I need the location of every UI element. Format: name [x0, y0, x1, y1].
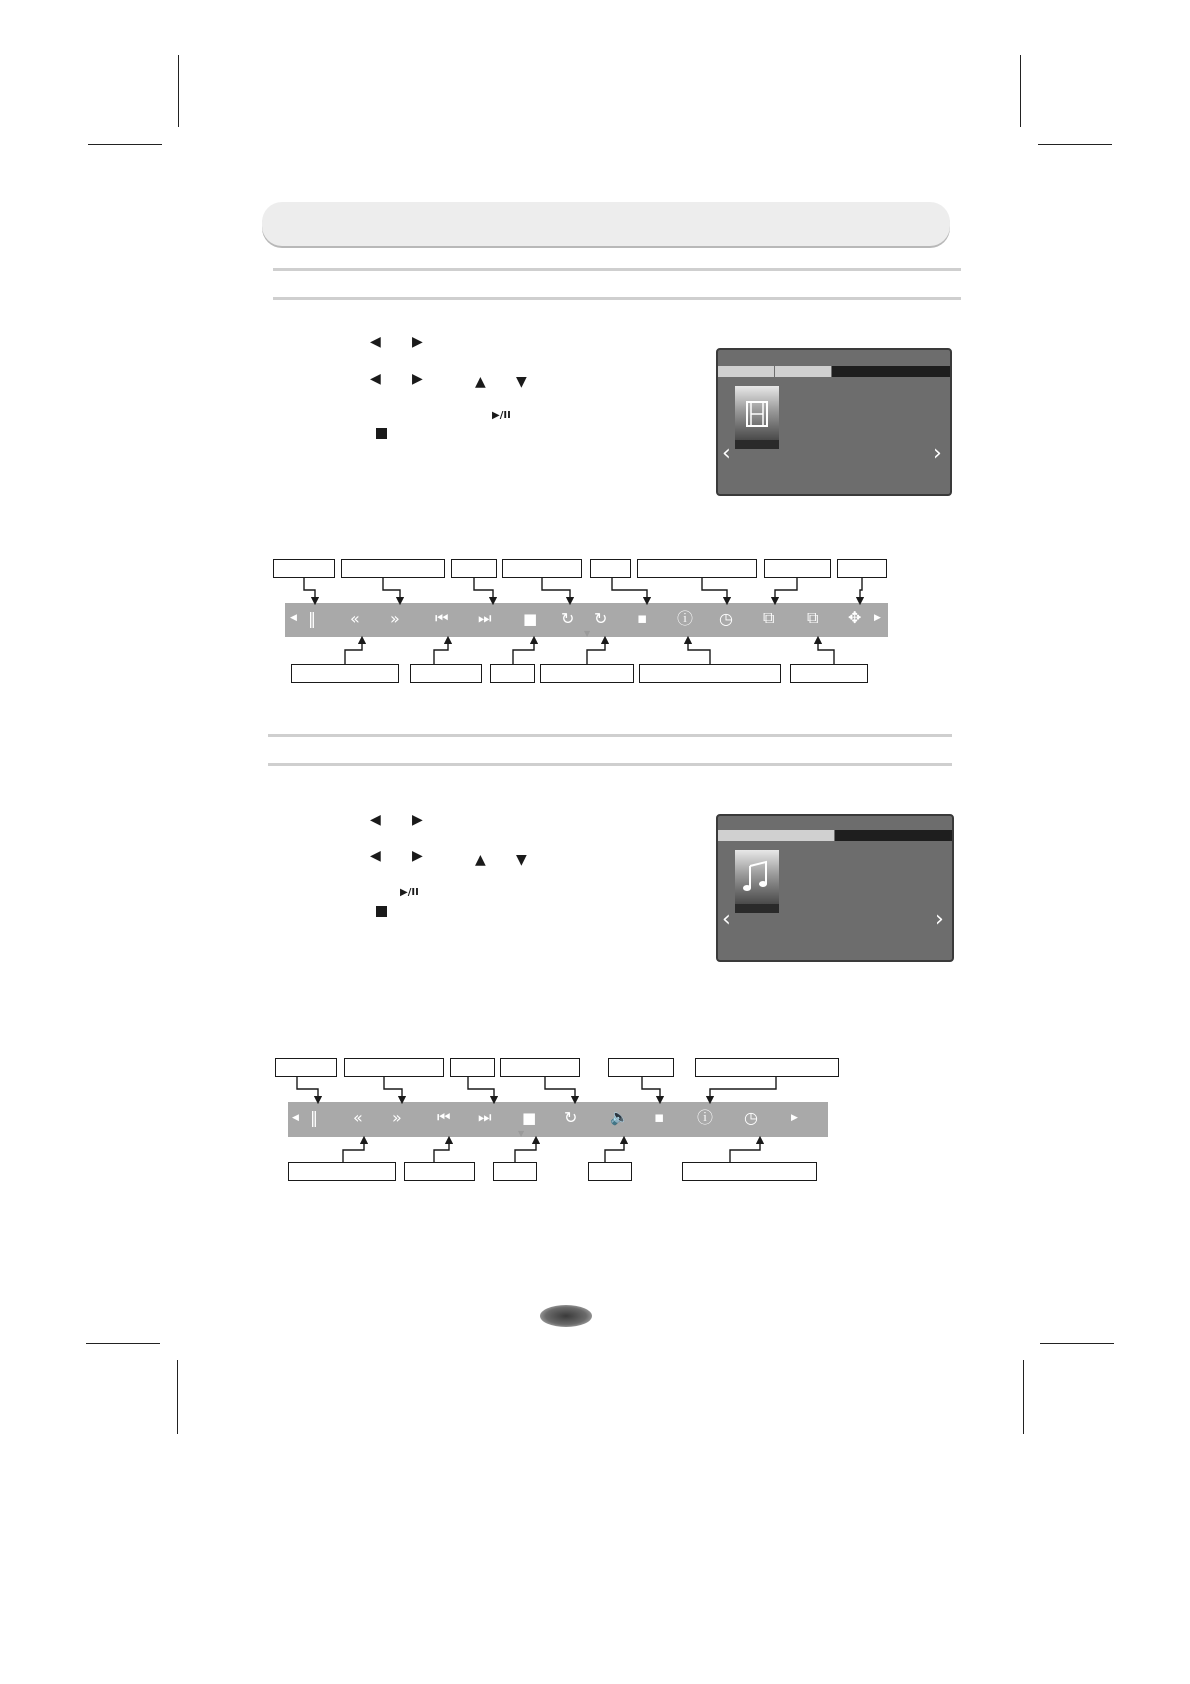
chevron-left-icon[interactable]: ‹: [722, 907, 731, 932]
selection-indicator-icon: ▼: [584, 629, 591, 638]
stop-icon[interactable]: ■: [522, 1109, 537, 1127]
page-number-badge: [540, 1305, 592, 1327]
down-arrow-icon: ▼: [516, 852, 527, 868]
playlist-icon[interactable]: ▪: [654, 1108, 665, 1126]
playlist-icon[interactable]: ▪: [637, 609, 648, 627]
up-arrow-icon: ▲: [475, 374, 486, 390]
rewind-icon[interactable]: «: [350, 609, 360, 628]
repeat-ab-icon[interactable]: ↻: [594, 609, 608, 628]
previous-icon[interactable]: ⏮: [437, 1108, 451, 1126]
selection-indicator-icon: ▼: [518, 1129, 525, 1138]
up-arrow-icon: ▲: [475, 852, 486, 868]
chevron-left-icon[interactable]: ‹: [722, 441, 731, 466]
repeat-icon[interactable]: ↻: [561, 609, 575, 628]
left-arrow-icon: ◀: [370, 334, 381, 350]
info-icon[interactable]: ⓘ: [697, 1108, 714, 1127]
left-arrow-icon: ◀: [370, 812, 381, 828]
stop-icon[interactable]: ■: [523, 610, 538, 628]
goto-time-icon[interactable]: ◷: [744, 1108, 758, 1127]
mute-icon[interactable]: 🔈: [610, 1108, 629, 1126]
next-icon[interactable]: ⏭: [478, 1108, 492, 1126]
next-icon[interactable]: ⏭: [478, 609, 492, 627]
scroll-right-icon[interactable]: ▶: [874, 613, 881, 623]
repeat-icon[interactable]: ↻: [564, 1108, 578, 1127]
fast-forward-icon[interactable]: »: [390, 609, 400, 628]
goto-time-icon[interactable]: ◷: [719, 609, 733, 628]
right-arrow-icon: ▶: [412, 812, 423, 828]
move-view-icon[interactable]: ✥: [848, 608, 862, 627]
zoom-out-icon[interactable]: ⧉: [807, 608, 819, 627]
right-arrow-icon: ▶: [412, 334, 423, 350]
chevron-right-icon[interactable]: ›: [935, 907, 944, 932]
zoom-in-icon[interactable]: ⧉: [763, 608, 775, 627]
play-pause-icon: ▶/II: [492, 410, 511, 421]
left-arrow-icon: ◀: [370, 848, 381, 864]
pause-icon[interactable]: ‖: [308, 609, 316, 628]
fast-forward-icon[interactable]: »: [392, 1108, 402, 1127]
right-arrow-icon: ▶: [412, 371, 423, 387]
scroll-left-icon[interactable]: ◀: [290, 613, 297, 623]
pause-icon[interactable]: ‖: [310, 1108, 318, 1127]
scroll-right-icon[interactable]: ▶: [791, 1113, 798, 1123]
info-icon[interactable]: ⓘ: [677, 609, 694, 628]
play-pause-icon: ▶/II: [400, 887, 419, 898]
down-arrow-icon: ▼: [516, 374, 527, 390]
left-arrow-icon: ◀: [370, 371, 381, 387]
right-arrow-icon: ▶: [412, 848, 423, 864]
scroll-left-icon[interactable]: ◀: [292, 1113, 299, 1123]
previous-icon[interactable]: ⏮: [435, 609, 449, 627]
chevron-right-icon[interactable]: ›: [933, 441, 942, 466]
rewind-icon[interactable]: «: [353, 1108, 363, 1127]
